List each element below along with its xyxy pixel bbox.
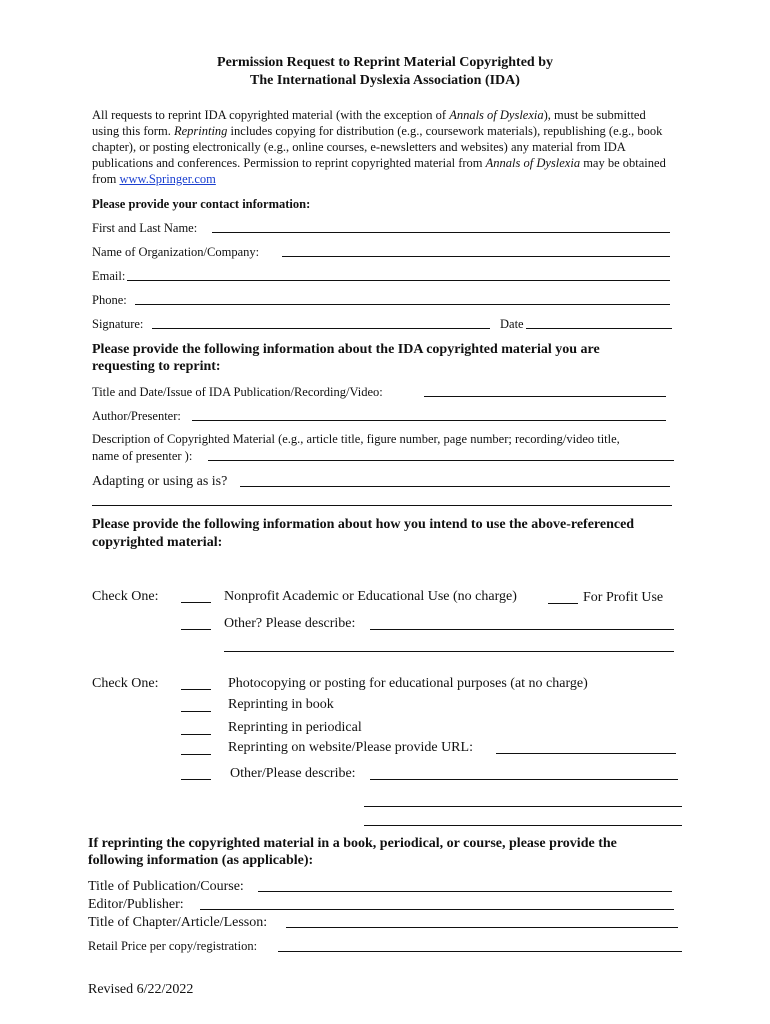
editor-label: Editor/Publisher: xyxy=(88,897,184,912)
for-profit-checkbox[interactable] xyxy=(548,591,578,604)
pub-title-label: Title and Date/Issue of IDA Publication/Recording/Video: xyxy=(92,385,383,399)
phone-field[interactable] xyxy=(135,292,670,305)
pub-course-field[interactable] xyxy=(258,879,672,892)
springer-link[interactable]: www.Springer.com xyxy=(119,172,216,186)
editor-field[interactable] xyxy=(200,897,674,910)
reprint-heading-line1: If reprinting the copyrighted material in a book, periodical, or course, please provide the xyxy=(88,836,617,851)
adapting-label: Adapting or using as is? xyxy=(92,474,228,489)
other-describe-rule-1 xyxy=(364,806,682,807)
org-field[interactable] xyxy=(282,244,670,257)
reprint-heading-line2: following information (as applicable): xyxy=(88,853,314,868)
desc-label-line1: Description of Copyrighted Material (e.g., article title, figure number, page number; recording/video title, xyxy=(92,432,620,446)
website-label: Reprinting on website/Please provide URL: xyxy=(228,740,473,755)
other-field[interactable] xyxy=(370,617,674,630)
check-one-label-2: Check One: xyxy=(92,676,159,691)
for-profit-label: For Profit Use xyxy=(583,590,664,605)
date-field[interactable] xyxy=(526,316,672,329)
chapter-field[interactable] xyxy=(286,915,678,928)
use-heading-line1: Please provide the following information about how you intend to use the above-referenced xyxy=(92,517,635,532)
other-rule xyxy=(224,651,674,652)
name-field[interactable] xyxy=(212,220,670,233)
desc-field[interactable] xyxy=(208,448,674,461)
book-label: Reprinting in book xyxy=(228,697,334,712)
check-one-label-1: Check One: xyxy=(92,589,159,604)
price-field[interactable] xyxy=(278,939,682,952)
date-label: Date xyxy=(500,317,524,331)
material-heading-line2: requesting to reprint: xyxy=(92,359,221,374)
adapting-field[interactable] xyxy=(240,474,670,487)
name-row: First and Last Name: xyxy=(92,221,198,235)
material-heading-line1: Please provide the following information about the IDA copyrighted material you are xyxy=(92,342,600,357)
author-label: Author/Presenter: xyxy=(92,409,181,423)
photocopy-checkbox[interactable] xyxy=(181,677,211,690)
chapter-label: Title of Chapter/Article/Lesson: xyxy=(88,915,268,930)
other-label: Other? Please describe: xyxy=(224,616,356,631)
other-describe-field[interactable] xyxy=(370,767,678,780)
revised-date: Revised 6/22/2022 xyxy=(88,982,194,997)
form-title-line1: Permission Request to Reprint Material Copyrighted by xyxy=(217,55,553,70)
desc-label-line2: name of presenter ): xyxy=(92,449,193,463)
signature-row: Signature: xyxy=(92,317,144,331)
other-describe-checkbox[interactable] xyxy=(181,767,211,780)
other-checkbox[interactable] xyxy=(181,617,211,630)
other-describe-label: Other/Please describe: xyxy=(230,766,356,781)
phone-row: Phone: xyxy=(92,293,127,307)
website-url-field[interactable] xyxy=(496,741,676,754)
intro-paragraph: All requests to reprint IDA copyrighted material (with the exception of Annals of Dyslexia), must be submitted using this form. Reprinting includes copying for distribution (e.g., coursework materials), republishing (e.g., book chapter), or posting electronically (e.g., online courses, e-newsletters and websites) any material from IDA publications and conferences. Permission to reprint copyrighted material from Annals of Dyslexia may be obtained from www.Springer.com xyxy=(92,108,666,186)
use-heading-line2: copyrighted material: xyxy=(92,535,223,550)
price-label: Retail Price per copy/registration: xyxy=(88,939,258,953)
email-row: Email: xyxy=(92,269,126,283)
org-row: Name of Organization/Company: xyxy=(92,245,260,259)
other-describe-rule-2 xyxy=(364,825,682,826)
pub-title-field[interactable] xyxy=(424,384,666,397)
email-field[interactable] xyxy=(127,268,670,281)
periodical-label: Reprinting in periodical xyxy=(228,720,362,735)
signature-field[interactable] xyxy=(152,316,490,329)
book-checkbox[interactable] xyxy=(181,699,211,712)
pub-course-label: Title of Publication/Course: xyxy=(88,879,244,894)
contact-heading: Please provide your contact information: xyxy=(92,197,311,211)
periodical-checkbox[interactable] xyxy=(181,722,211,735)
adapting-rule xyxy=(92,505,672,506)
website-checkbox[interactable] xyxy=(181,742,211,755)
photocopy-label: Photocopying or posting for educational purposes (at no charge) xyxy=(228,676,588,691)
form-title-line2: The International Dyslexia Association (IDA) xyxy=(250,73,520,88)
author-field[interactable] xyxy=(192,408,666,421)
nonprofit-label: Nonprofit Academic or Educational Use (no charge) xyxy=(224,589,517,604)
nonprofit-checkbox[interactable] xyxy=(181,590,211,603)
